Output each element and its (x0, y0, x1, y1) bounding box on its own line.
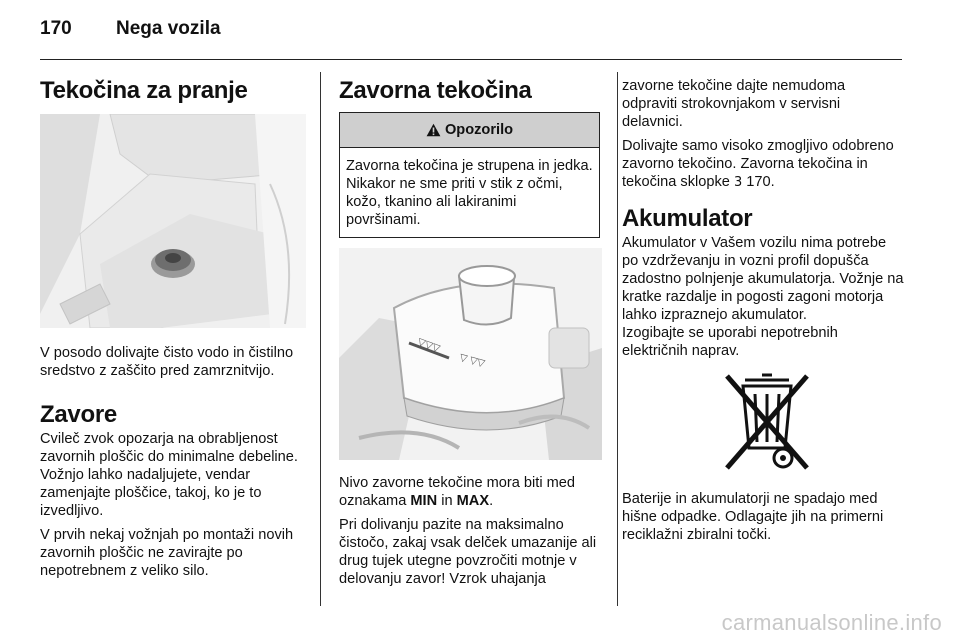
header-rule (40, 59, 902, 60)
crossed-out-bin-icon (715, 372, 819, 476)
max-label: MAX (456, 493, 490, 509)
right-column (622, 74, 904, 544)
brakes-heading: Zavore (40, 401, 117, 428)
brake-leak-continued-text: zavorne tekočine dajte nemudoma odpraviti strokovnjakom v servisni delavnici. (622, 78, 846, 130)
page-number: 170 (40, 18, 72, 39)
washer-fluid-text: V posodo dolivajte čisto vodo in čistilno sredstvo z zaščito pred zamrznitvijo. (40, 345, 294, 379)
column-divider-2 (617, 72, 618, 606)
warning-header (340, 113, 599, 148)
battery-heading: Akumulator (622, 205, 753, 232)
warning-text: Zavorna tekočina je strupena in jedka. Nikakor ne sme priti v stik z očmi, kožo, tkanino ali lakiranimi površinami. (346, 158, 593, 228)
brake-fluid-spec-text (622, 137, 904, 192)
level-text-mid: in (437, 493, 457, 509)
battery-disposal-text: Baterije in akumulatorji ne spadajo med hišne odpadke. Odlagajte jih na primerni reciklažni zbiralni točki. (622, 491, 884, 543)
brake-fluid-refill-text: Pri dolivanju pazite na maksimalno čistočo, zakaj vsak delček umazanije ali drug tujek utegne povzročiti motnje v delovanju zavor! Vzrok uhajanja (339, 517, 597, 587)
brake-fluid-reservoir-photo (339, 248, 602, 460)
svg-text:▽ ▽▽: ▽ ▽▽ (458, 352, 487, 370)
brakes-new-pads-text: V prvih nekaj vožnjah po montaži novih zavornih ploščic ne zavirajte po nepotrebnem z veliko silo. (40, 527, 294, 579)
brake-fluid-heading: Zavorna tekočina (339, 77, 532, 104)
washer-reservoir-photo (40, 114, 306, 328)
site-watermark: carmanualsonline.info (721, 610, 942, 635)
chapter-title: Nega vozila (116, 18, 221, 39)
washer-fluid-heading: Tekočina za pranje (40, 77, 248, 104)
warning-triangle-icon (426, 123, 441, 137)
middle-column (339, 74, 602, 588)
level-text-end: . (489, 493, 494, 509)
page-reference-number[interactable]: 170. (742, 174, 775, 190)
warning-label: Opozorilo (444, 122, 514, 138)
level-text-start: Nivo zavorne tekočine mora biti med oznakama (339, 475, 576, 509)
brakes-wear-text: Cvilеč zvok opozarja na obrabljenost zavornih ploščic do minimalne debeline. Vožnjo lahko nadaljujete, vendar zamenjajte ploščice, takoj, ko je to izvedljivo. (40, 431, 298, 519)
column-divider-1 (320, 72, 321, 606)
fluid-spec-text-start: Dolivajte samo visoko zmogljivo odobreno zavorno tekočino. Zavorna tekočina in tekočina sklopke (622, 138, 894, 190)
brake-fluid-level-text (339, 474, 602, 510)
page-reference-icon: 3 (733, 175, 743, 190)
battery-maintenance-text: Akumulator v Vašem vozilu nima potrebe po vzdrževanju in vozni profil dopušča zadostno polnjenje akumulatorja. Vožnje na kratke razdalje in pogosti zagoni motorja lahko izpraznejo akumulator. (622, 235, 904, 323)
min-label: MIN (410, 493, 438, 509)
svg-text:▽▽▽: ▽▽▽ (415, 336, 442, 355)
battery-electrical-devices-text: Izogibajte se uporabi nepotrebnih električnih naprav. (622, 325, 838, 359)
left-column (40, 74, 306, 580)
warning-box (339, 112, 600, 238)
